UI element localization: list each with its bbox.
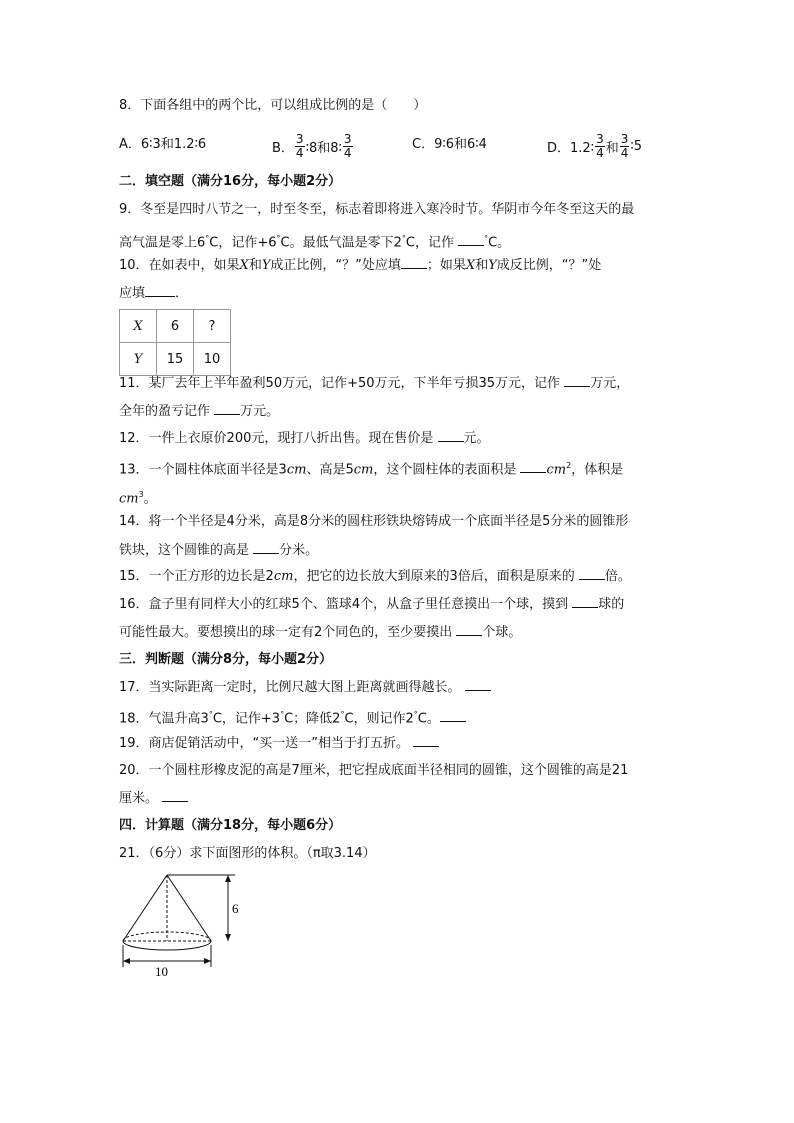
text: ，把它的边长放大到原来的3倍后，面积是原来的 xyxy=(293,569,575,584)
superscript: 3 xyxy=(138,490,144,499)
answer-blank[interactable] xyxy=(413,734,439,747)
q11-line-2 xyxy=(119,402,279,421)
answer-blank[interactable] xyxy=(162,789,188,802)
text: 18．气温升高3 xyxy=(119,711,209,727)
degree-sign: ° xyxy=(401,234,406,243)
q8-option-d-mid: 和 xyxy=(605,141,619,156)
text: 成反比例，“？”处 xyxy=(496,258,602,273)
arrow-left-icon xyxy=(123,958,130,964)
text: 和 xyxy=(475,258,489,273)
arrow-right-icon xyxy=(204,958,211,964)
answer-blank[interactable] xyxy=(456,623,482,636)
text: C。最低气温是零下2 xyxy=(280,235,402,251)
q12 xyxy=(119,429,490,448)
text: 倍。 xyxy=(604,569,631,584)
answer-blank[interactable] xyxy=(458,233,484,246)
answer-blank[interactable] xyxy=(214,402,240,415)
fraction-numerator: 3 xyxy=(343,132,352,146)
unit-cm: cm xyxy=(273,569,294,584)
text: 15．一个正方形的边长是2 xyxy=(119,569,274,584)
q18 xyxy=(119,706,466,728)
text: 铁块，这个圆锥的高是 xyxy=(119,543,250,558)
answer-blank[interactable] xyxy=(438,429,464,442)
q8-option-c: C．9∶6和6∶4 xyxy=(412,137,487,152)
degree-sign: ° xyxy=(208,710,213,719)
height-label: 6 xyxy=(232,901,239,916)
degree-sign: ° xyxy=(280,710,285,719)
degree-sign: ° xyxy=(276,234,281,243)
text: 球的 xyxy=(598,597,625,612)
q8-option-b xyxy=(272,133,354,160)
q10-line-2 xyxy=(119,284,188,303)
table-cell: 10 xyxy=(194,343,231,376)
table-cell: 6 xyxy=(157,310,194,343)
text: 成正比例，“？”处应填 xyxy=(270,258,401,273)
answer-blank[interactable] xyxy=(564,374,590,387)
text: ；如果 xyxy=(426,258,466,273)
text: C。 xyxy=(417,711,440,727)
q14-line-1: 14．将一个半径是4分米，高是8分米的圆柱形铁块熔铸成一个底面半径是5分米的圆锥形 xyxy=(119,514,629,529)
degree-sign: ° xyxy=(205,234,210,243)
answer-blank[interactable] xyxy=(401,256,427,269)
text: C，则记作2 xyxy=(344,711,414,727)
degree-sign: ° xyxy=(484,234,489,243)
fraction-denominator: 4 xyxy=(596,146,604,160)
text: C；降低2 xyxy=(284,711,341,727)
q14-line-2 xyxy=(119,541,318,560)
q8-option-d-suffix: ∶5 xyxy=(630,139,643,154)
answer-blank[interactable] xyxy=(253,541,279,554)
unit-cm: cm xyxy=(546,462,567,478)
text: 万元， xyxy=(590,376,630,391)
cone-figure xyxy=(115,865,255,980)
variable-y: Y xyxy=(261,258,271,273)
cone-right-edge xyxy=(167,875,211,941)
text: 厘米。 xyxy=(119,791,159,806)
variable-y: Y xyxy=(488,258,497,273)
q9-line-1: 9．冬至是四时八节之一，时至冬至，标志着即将进入寒冷时节。华阴市今年冬至这天的最 xyxy=(119,202,635,217)
degree-sign: ° xyxy=(340,710,345,719)
xy-table xyxy=(119,309,231,376)
text: C，记作+3 xyxy=(212,711,281,727)
table-cell: ? xyxy=(194,310,231,343)
text: 13．一个圆柱体底面半径是3 xyxy=(119,462,287,478)
text: 19．商店促销活动中，“买一送一”相当于打五折。 xyxy=(119,736,410,751)
superscript: 2 xyxy=(566,461,572,470)
fraction-numerator: 3 xyxy=(295,132,304,146)
q17 xyxy=(119,678,491,697)
unit-cm: cm xyxy=(119,491,139,507)
text: C。 xyxy=(488,235,511,251)
text: 17．当实际距离一定时，比例尺越大图上距离就画得越长。 xyxy=(119,680,461,695)
q8-option-b-mid: ∶8和8∶ xyxy=(305,141,342,156)
fraction-denominator: 4 xyxy=(620,146,629,160)
text: 万元。 xyxy=(240,404,280,419)
text: 高气温是零上6 xyxy=(119,235,206,251)
q19 xyxy=(119,734,439,753)
answer-blank[interactable] xyxy=(579,567,605,580)
q8-stem: 8．下面各组中的两个比，可以组成比例的是（ ） xyxy=(119,98,427,113)
q8-option-d-prefix: D．1.2∶ xyxy=(547,141,595,156)
variable-x: X xyxy=(465,258,476,273)
fraction-denominator: 4 xyxy=(343,146,352,160)
q11-line-1 xyxy=(119,374,629,393)
q20-line-2 xyxy=(119,789,188,808)
cone-left-edge xyxy=(123,875,167,941)
section-heading-fill-in: 二．填空题（满分16分，每小题2分） xyxy=(119,174,342,189)
q8-option-d-fraction-1 xyxy=(595,133,605,160)
text: ，体积是 xyxy=(571,462,624,478)
q8-option-d-fraction-2 xyxy=(620,133,630,160)
table-cell: 15 xyxy=(157,343,194,376)
q8-option-b-prefix: B． xyxy=(272,141,294,156)
unit-cm: cm xyxy=(286,462,307,478)
text: 可能性最大。要想摸出的球一定有2个同色的，至少要摸出 xyxy=(119,625,453,640)
fraction-numerator: 3 xyxy=(596,132,604,146)
variable-x: X xyxy=(239,258,249,273)
q21: 21．（6分）求下面图形的体积。（π取3.14） xyxy=(119,846,376,861)
text: 和 xyxy=(248,258,262,273)
text: 分米。 xyxy=(279,543,319,558)
q16-line-2 xyxy=(119,623,521,642)
answer-blank[interactable] xyxy=(440,709,466,722)
text: 。 xyxy=(143,491,157,507)
section-heading-calculation: 四．计算题（满分18分，每小题6分） xyxy=(119,818,342,833)
table-cell: Y xyxy=(120,343,157,376)
q13-line-2 xyxy=(119,486,157,508)
q13-line-1 xyxy=(119,457,623,479)
degree-sign: ° xyxy=(413,710,418,719)
text: 全年的盈亏记作 xyxy=(119,404,211,419)
text: 个球。 xyxy=(482,625,522,640)
text: 10．在如表中，如果 xyxy=(119,258,240,273)
text: 16．盒子里有同样大小的红球5个、篮球4个，从盒子里任意摸出一个球，摸到 xyxy=(119,597,569,612)
fraction-denominator: 4 xyxy=(295,146,304,160)
text: 、高是5 xyxy=(306,462,354,478)
text: 应填 xyxy=(119,286,146,301)
text: C，记作 xyxy=(405,235,454,251)
text: 11．某厂去年上半年盈利50万元，记作+50万元，下半年亏损35万元，记作 xyxy=(119,376,561,391)
table-cell: X xyxy=(120,310,157,343)
arrow-down-icon xyxy=(225,934,231,941)
answer-blank[interactable] xyxy=(572,595,598,608)
diameter-label: 10 xyxy=(155,964,168,979)
arrow-up-icon xyxy=(225,875,231,882)
answer-blank[interactable] xyxy=(465,678,491,691)
text: C，记作+6 xyxy=(209,235,277,251)
fraction-numerator: 3 xyxy=(620,132,629,146)
text: ，这个圆柱体的表面积是 xyxy=(373,462,517,478)
answer-blank[interactable] xyxy=(520,460,546,473)
text: 元。 xyxy=(463,431,490,446)
answer-blank[interactable] xyxy=(145,284,175,297)
q8-option-d xyxy=(547,133,642,160)
q8-option-b-fraction-1 xyxy=(295,133,305,160)
table-row xyxy=(120,343,231,376)
q20-line-1: 20．一个圆柱形橡皮泥的高是7厘米，把它捏成底面半径相同的圆锥，这个圆锥的高是21 xyxy=(119,763,629,778)
table-row xyxy=(120,310,231,343)
q15 xyxy=(119,567,631,586)
unit-cm: cm xyxy=(353,462,374,478)
q8-option-b-fraction-2 xyxy=(343,133,353,160)
text: ． xyxy=(175,286,189,301)
q9-line-2 xyxy=(119,230,510,252)
text: 12．一件上衣原价200元，现打八折出售。现在售价是 xyxy=(119,431,434,446)
cone-base-front xyxy=(123,941,211,950)
section-heading-true-false: 三．判断题（满分8分，每小题2分） xyxy=(119,652,333,667)
q8-option-a: A．6∶3和1.2∶6 xyxy=(119,137,207,152)
q10-line-1 xyxy=(119,256,601,275)
q16-line-1 xyxy=(119,595,624,614)
